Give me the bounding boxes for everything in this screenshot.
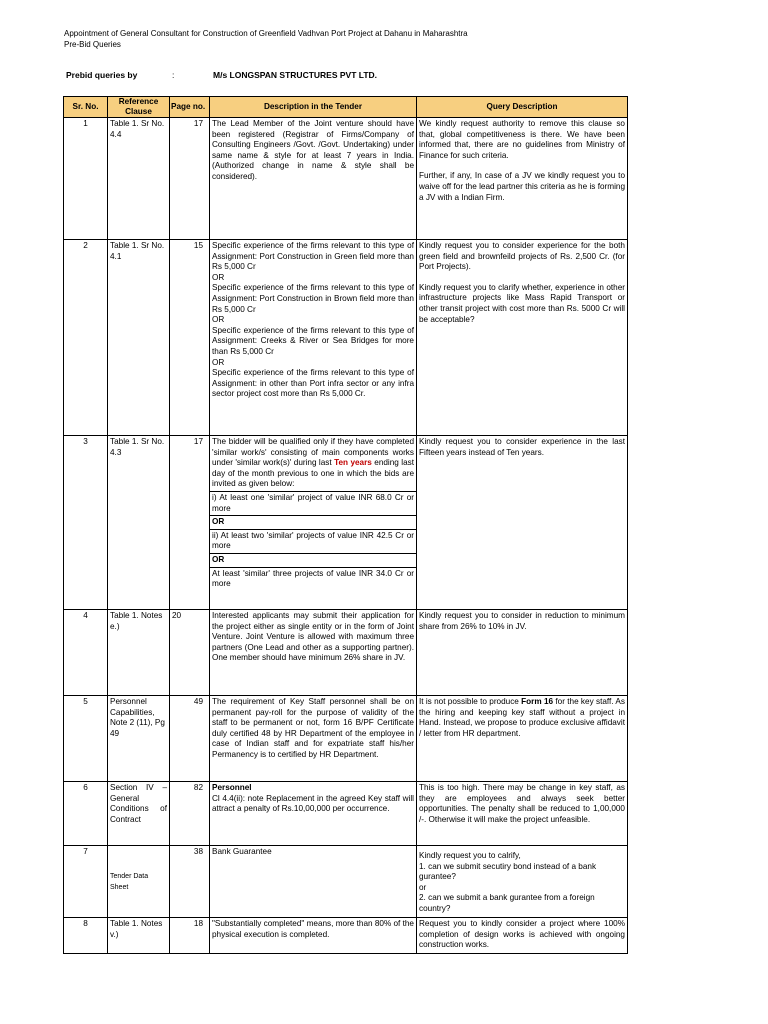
- sr-cell: 5: [64, 696, 108, 782]
- sr-cell: 3: [64, 436, 108, 610]
- desc-text: ii) At least two 'similar' projects of value INR 42.5 Cr or more: [210, 529, 416, 553]
- table-row: [64, 918, 628, 954]
- or-label: OR: [210, 515, 416, 529]
- desc-text: The bidder will be qualified only if they have completed 'similar work/s' consisting of main components works under 'similar work(s)' during last Ten years ending last day of the month previous to one in which the bids are invited as given below:: [212, 437, 414, 489]
- desc-text: Specific experience of the firms relevant to this type of Assignment: Port Construction in Brown field more than Rs 5,000 Cr: [212, 283, 414, 314]
- sr-cell: 2: [64, 240, 108, 436]
- desc-cell: The Lead Member of the Joint venture should have been registered (Registrar of Firms/Company of Consulting Engineers /Govt. /Govt. Undertaking) under same name & style for at least 7 years in India. (Authorized change in name & style shall be considered).: [210, 118, 417, 240]
- col-header-desc: Description in the Tender: [210, 97, 417, 118]
- table-row: [64, 610, 628, 696]
- or-label: OR: [212, 357, 225, 367]
- document-subtitle: Pre-Bid Queries: [64, 40, 121, 49]
- query-cell: [417, 118, 628, 240]
- query-text: Kindly request you to clarify whether, experience in other infrastructure projects like Mass Rapid Transport or other transit project with cost more than Rs. 5000 Cr will be acceptable?: [419, 282, 625, 324]
- sr-cell: 4: [64, 610, 108, 696]
- sr-cell: 7: [64, 846, 108, 918]
- table-row: [64, 240, 628, 436]
- page-cell: 82: [170, 782, 210, 846]
- query-cell: This is too high. There may be change in key staff, as they are employees and always seek better opportunities. The penalty shall be reduced to 1,00,000 /-. Otherwise it will make the project unfeasible.: [417, 782, 628, 846]
- page-cell: 17: [170, 436, 210, 610]
- query-cell: It is not possible to produce Form 16 for the key staff. As the hiring and keeping key staff without a project in Hand. Instead, we propose to produce exclusive affidavit / letter from HR department.: [417, 696, 628, 782]
- desc-cell: Interested applicants may submit their application for the project either as single entity or in the form of Joint Venture. Joint Venture is allowed with maximum three partners (One Lead and other as a supporting partner). One member should have minimum 26% share in JV.: [210, 610, 417, 696]
- table-row: [64, 846, 628, 918]
- ref-text: Tender Data Sheet: [110, 872, 149, 891]
- table-row: [64, 118, 628, 240]
- col-header-ref: Reference Clause: [108, 97, 170, 118]
- desc-text: At least 'similar' three projects of value INR 34.0 Cr or more: [210, 567, 416, 591]
- prebid-query-table: [63, 96, 628, 954]
- query-text: 1. can we submit secutiry bond instead of a bank gurantee?: [419, 861, 597, 882]
- desc-text: Specific experience of the firms relevant to this type of Assignment: Port Construction in Green field more than Rs 5,000 Cr: [212, 241, 414, 272]
- desc-text: Specific experience of the firms relevant to this type of Assignment: in other than Port infra sector or any infra sector project cost more than Rs 5,000 Cr.: [212, 368, 414, 399]
- desc-text: Cl 4.4(ii): note Replacement in the agreed Key staff will attract a penalty of Rs.10,00,000 per occurrence.: [212, 793, 414, 814]
- ref-cell: Table 1. Notes e.): [108, 610, 170, 696]
- page-cell: 20: [170, 610, 210, 696]
- ref-cell: [108, 846, 170, 918]
- ref-cell: Table 1. Sr No. 4.3: [108, 436, 170, 610]
- query-cell: [417, 240, 628, 436]
- desc-text: i) At least one 'similar' project of value INR 68.0 Cr or more: [210, 491, 416, 515]
- desc-cell: [210, 240, 417, 436]
- query-cell: Request you to kindly consider a project where 100% completion of design works is achieved with ongoing construction works.: [417, 918, 628, 954]
- query-cell: Kindly request you to consider in reduction to minimum share from 26% to 10% in JV.: [417, 610, 628, 696]
- table-row: [64, 696, 628, 782]
- or-label: OR: [212, 315, 225, 325]
- or-label: OR: [212, 272, 225, 282]
- prebid-label: Prebid queries by: [66, 70, 138, 80]
- desc-cell: [210, 782, 417, 846]
- query-cell: Kindly request you to consider experience in the last Fifteen years instead of Ten years.: [417, 436, 628, 610]
- desc-cell: The requirement of Key Staff personnel shall be on permanent pay-roll for the purpose of validity of the staff to be permanent or not, form 16 B/PF Certificate duly certified 48 by HR Department of the employee in case of Indian staff and for expatriate staff his/her Permanency is to certified by HR Department.: [210, 696, 417, 782]
- ref-cell: Personnel Capabilities, Note 2 (11), Pg 49: [108, 696, 170, 782]
- ref-cell: Table 1. Sr No. 4.1: [108, 240, 170, 436]
- query-text: We kindly request authority to remove this clause so that, global competitiveness is there. We have been informed that, there are no guidelines from Ministry of Finance for such criteria.: [419, 119, 625, 160]
- prebid-colon: :: [172, 70, 175, 80]
- query-text: Kindly request you to consider experience for the both green field and brownfeild projects of Rs. 2,500 Cr. (for Port Projects).: [419, 241, 625, 272]
- query-text: Kindly request you to calrify,: [419, 851, 521, 860]
- desc-heading: Personnel: [212, 783, 252, 792]
- page-cell: 49: [170, 696, 210, 782]
- query-cell: [417, 846, 628, 918]
- document-title: Appointment of General Consultant for Construction of Greenfield Vadhvan Port Project at Dahanu in Maharashtra: [64, 29, 468, 38]
- col-header-sr: Sr. No.: [64, 97, 108, 118]
- page-cell: 17: [170, 118, 210, 240]
- ref-cell: Table 1. Sr No. 4.4: [108, 118, 170, 240]
- table-row: [64, 436, 628, 610]
- table-row: [64, 782, 628, 846]
- col-header-page: Page no.: [170, 97, 210, 118]
- query-text: Further, if any, In case of a JV we kindly request you to waive off for the lead partner this criteria as he is forming a JV with a Indian Firm.: [419, 171, 625, 202]
- query-text: or: [419, 882, 427, 892]
- desc-cell: "Substantially completed" means, more than 80% of the physical execution is completed.: [210, 918, 417, 954]
- sr-cell: 6: [64, 782, 108, 846]
- sr-cell: 8: [64, 918, 108, 954]
- ref-cell: Table 1. Notes v.): [108, 918, 170, 954]
- page-cell: 15: [170, 240, 210, 436]
- prebid-company: M/s LONGSPAN STRUCTURES PVT LTD.: [213, 70, 378, 80]
- page-cell: 18: [170, 918, 210, 954]
- highlighted-term: Ten years: [334, 458, 372, 468]
- sr-cell: 1: [64, 118, 108, 240]
- or-label: OR: [210, 553, 416, 567]
- ref-cell: Section IV – General Conditions of Contract: [108, 782, 170, 846]
- page-cell: 38: [170, 846, 210, 918]
- desc-cell: Bank Guarantee: [210, 846, 417, 918]
- col-header-query: Query Description: [417, 97, 628, 118]
- desc-text: Specific experience of the firms relevant to this type of Assignment: Creeks & River or Sea Bridges for more than Rs 5,000 Cr: [212, 325, 414, 356]
- table-header-row: [64, 97, 628, 118]
- highlighted-term: Form 16: [521, 697, 554, 706]
- desc-cell: [210, 436, 417, 610]
- query-text: 2. can we submit a bank gurantee from a foreign country?: [419, 893, 595, 913]
